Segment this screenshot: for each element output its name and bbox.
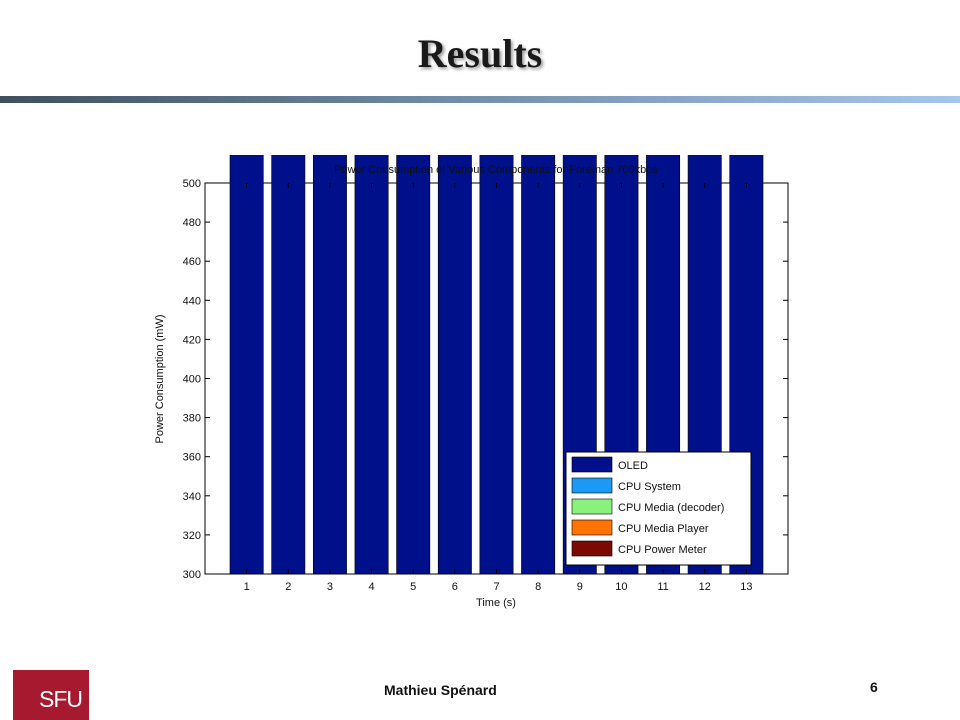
x-tick-label: 7 bbox=[493, 581, 500, 593]
legend-swatch bbox=[572, 499, 612, 514]
chart-title: Power Consumption of Various Components for Foreman 700kbps bbox=[334, 164, 658, 176]
x-tick-label: 1 bbox=[243, 581, 250, 593]
legend-swatch bbox=[572, 541, 612, 556]
sfu-logo-text: SFU bbox=[39, 686, 82, 712]
y-tick-label: 440 bbox=[182, 295, 201, 308]
x-tick-label: 3 bbox=[326, 581, 333, 593]
x-tick-label: 5 bbox=[410, 581, 417, 593]
x-axis-label: Time (s) bbox=[476, 597, 516, 609]
legend-label: CPU Power Meter bbox=[618, 544, 707, 556]
bar-oled-5 bbox=[397, 155, 430, 574]
y-tick-label: 400 bbox=[182, 373, 201, 386]
y-tick-label: 500 bbox=[182, 178, 201, 190]
x-tick-label: 8 bbox=[535, 581, 542, 593]
x-tick-label: 12 bbox=[698, 581, 711, 593]
legend-label: CPU System bbox=[618, 481, 681, 493]
x-tick-label: 13 bbox=[740, 581, 753, 593]
y-tick-label: 460 bbox=[182, 256, 201, 269]
y-tick-label: 340 bbox=[182, 490, 201, 503]
legend-swatch bbox=[572, 457, 612, 472]
bar-oled-4 bbox=[355, 155, 388, 574]
legend-swatch bbox=[572, 520, 612, 535]
legend-swatch bbox=[572, 478, 612, 493]
y-tick-label: 480 bbox=[182, 217, 201, 230]
legend-label: OLED bbox=[618, 460, 648, 472]
bar-oled-8 bbox=[521, 155, 554, 574]
bar-oled-3 bbox=[313, 155, 346, 574]
legend-label: CPU Media (decoder) bbox=[618, 502, 725, 514]
y-axis-label: Power Consumption (mW) bbox=[154, 314, 166, 444]
y-tick-label: 320 bbox=[182, 529, 201, 542]
x-tick-label: 6 bbox=[451, 581, 458, 593]
bar-oled-1 bbox=[230, 155, 263, 574]
title-divider bbox=[0, 96, 960, 103]
x-tick-label: 10 bbox=[615, 581, 628, 593]
legend-label: CPU Media Player bbox=[618, 523, 709, 535]
x-tick-label: 4 bbox=[368, 581, 375, 593]
sfu-logo bbox=[13, 670, 89, 720]
x-tick-label: 2 bbox=[285, 581, 292, 593]
chart-legend bbox=[566, 452, 751, 565]
x-tick-label: 9 bbox=[576, 581, 583, 593]
slide-title: Results bbox=[417, 31, 543, 76]
bar-oled-2 bbox=[272, 155, 305, 574]
y-tick-label: 360 bbox=[182, 451, 201, 464]
y-tick-label: 380 bbox=[182, 412, 201, 425]
y-tick-label: 420 bbox=[182, 334, 201, 347]
page-number: 6 bbox=[870, 679, 878, 695]
author-name: Mathieu Spénard bbox=[384, 682, 497, 698]
x-tick-label: 11 bbox=[657, 581, 669, 593]
bar-oled-6 bbox=[438, 155, 471, 574]
power-consumption-chart bbox=[150, 155, 800, 625]
bar-oled-7 bbox=[480, 155, 513, 574]
y-tick-label: 300 bbox=[182, 569, 201, 581]
